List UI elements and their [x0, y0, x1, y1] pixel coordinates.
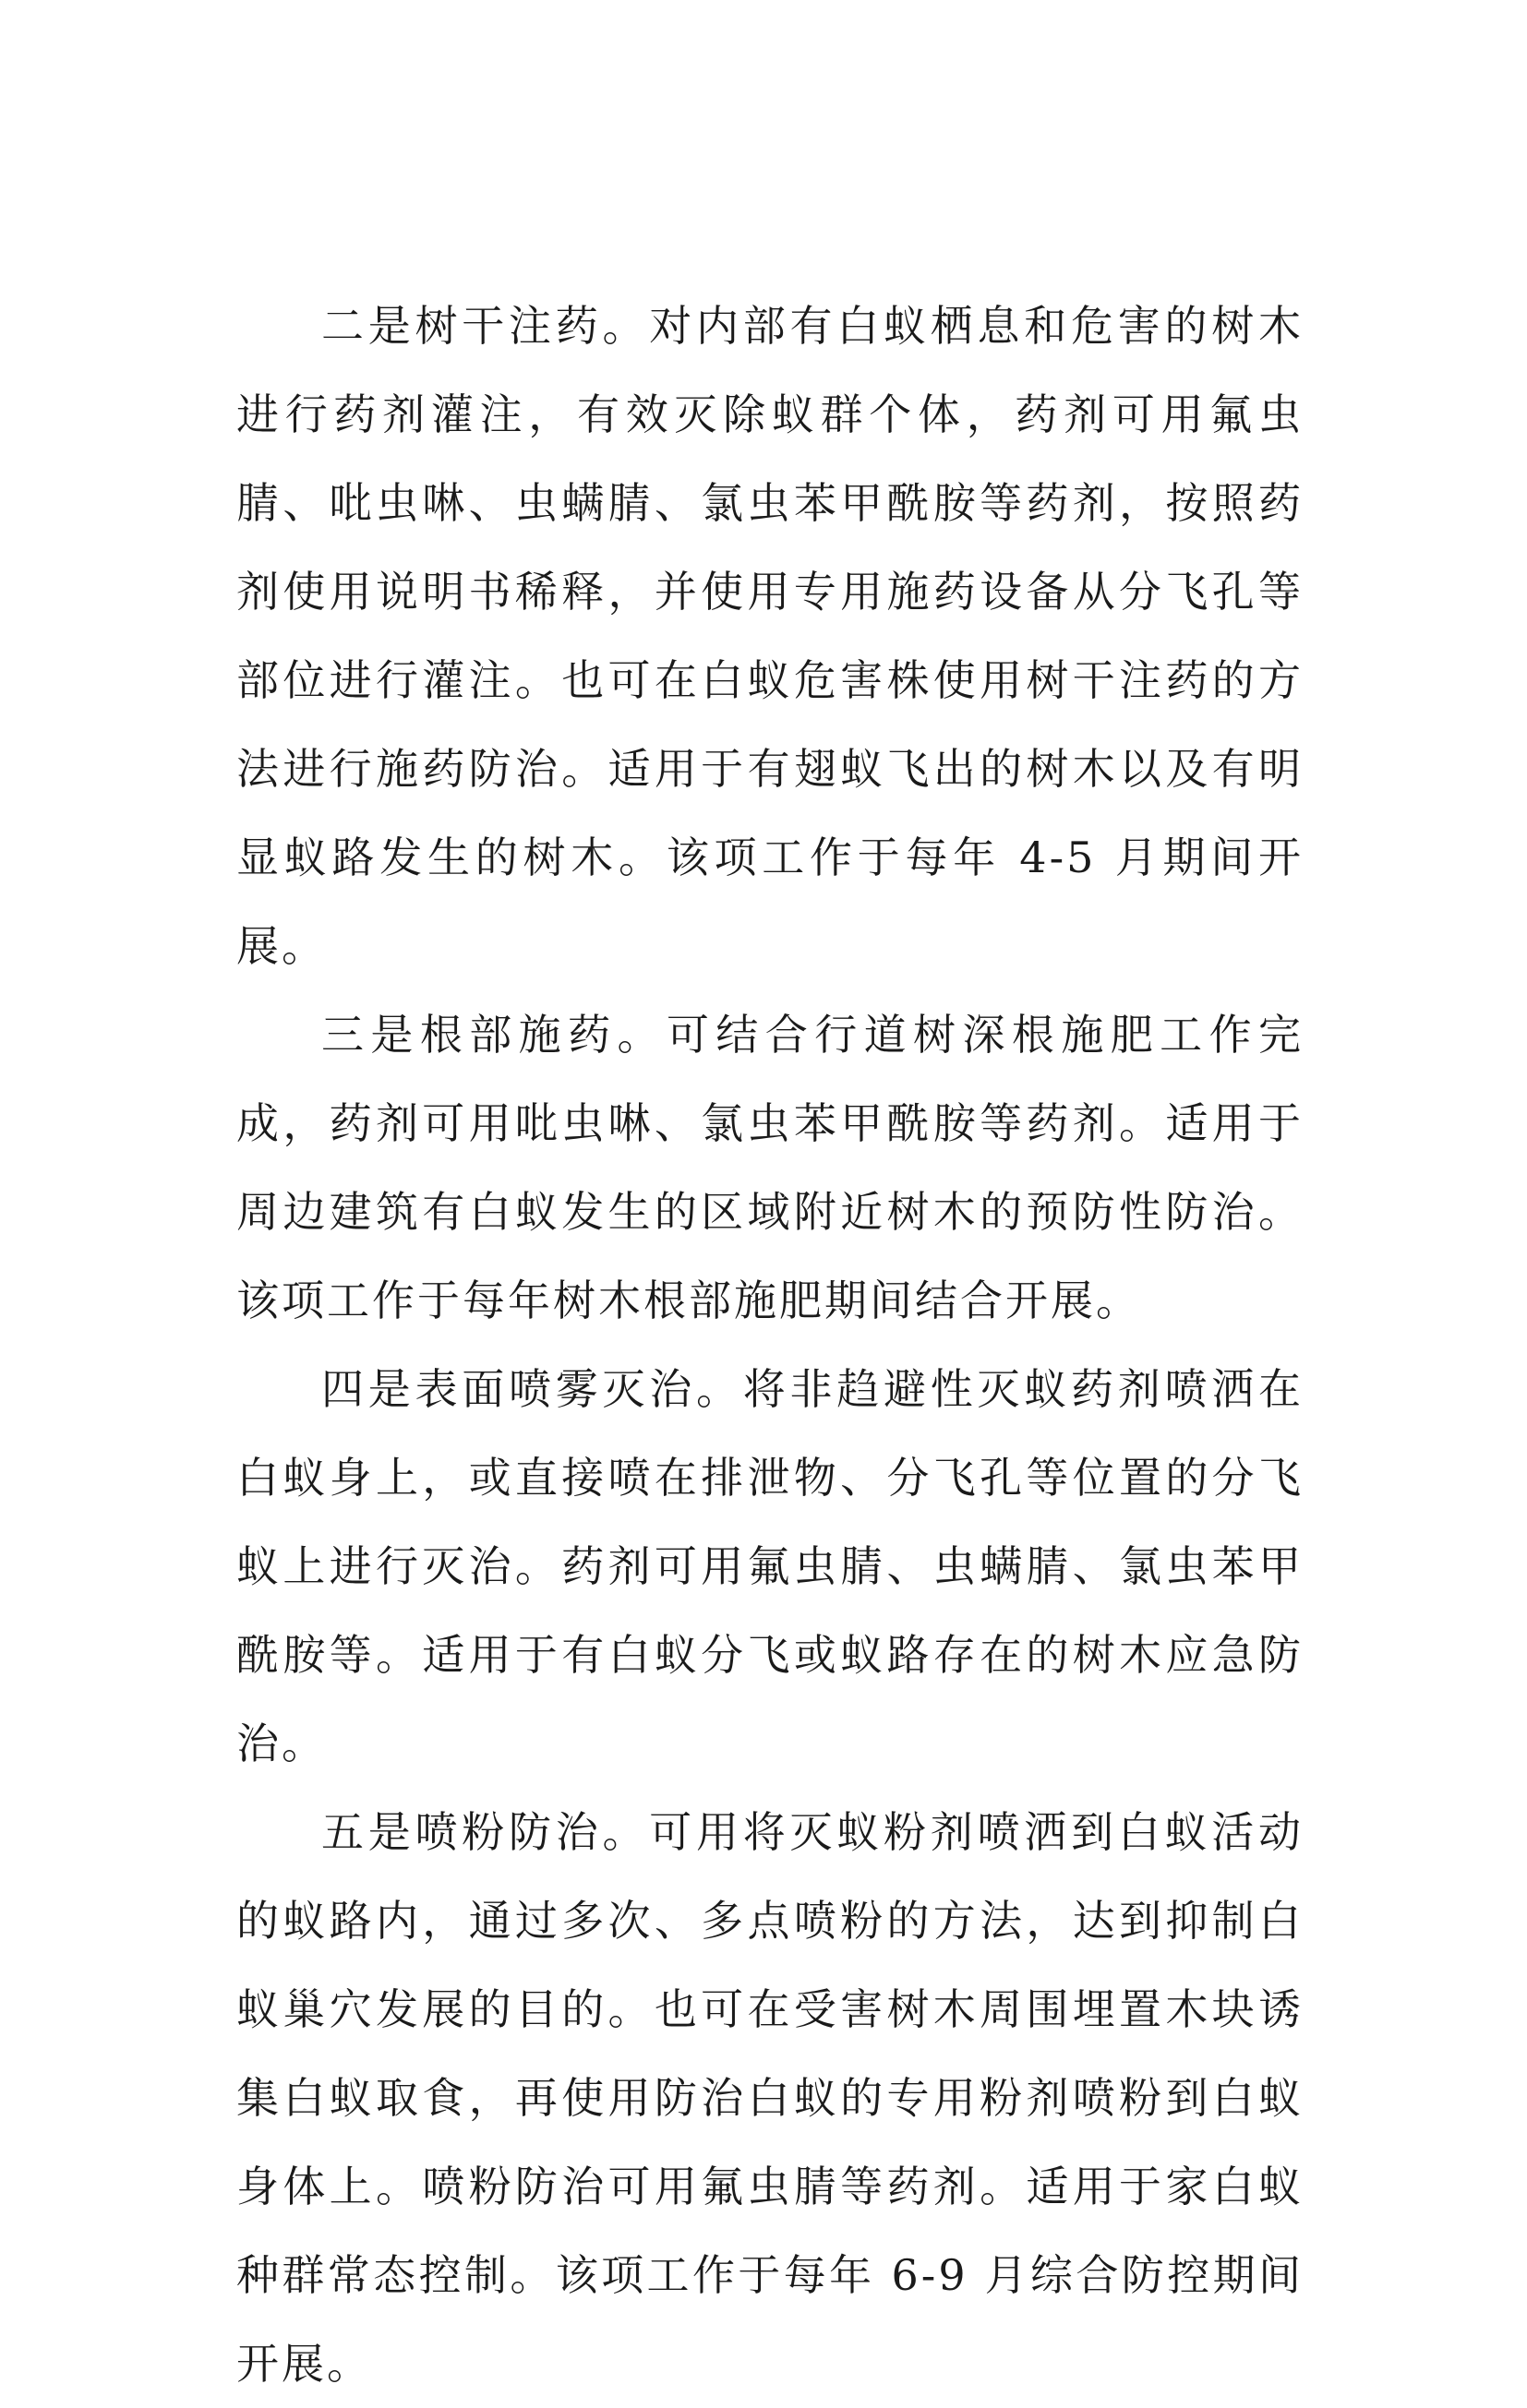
paragraph-powder-dusting: 五是喷粉防治。可用将灭蚁粉剂喷洒到白蚁活动的蚁路内，通过多次、多点喷粉的方法，达到抑制白蚁巢穴发展的目的。也可在受害树木周围埋置木块诱集白蚁取食，再使用防治白蚁的专用粉剂喷粉到白蚁身体上。喷粉防治可用氟虫腈等药剂。适用于家白蚁种群常态控制。该项工作于每年 6-9 月综合防控期间开展。	[236, 1807, 1304, 2389]
paragraph-trunk-injection: 二是树干注药。对内部有白蚁栖息和危害的树木进行药剂灌注，有效灭除蚁群个体，药剂可用氟虫腈、吡虫啉、虫螨腈、氯虫苯甲酰胺等药剂，按照药剂使用说明书稀释，并使用专用施药设备从分飞孔等部位进行灌注。也可在白蚁危害株使用树干注药的方法进行施药防治。适用于有翅蚁飞出的树木以及有明显蚁路发生的树木。该项工作于每年 4-5 月期间开展。	[236, 301, 1304, 971]
paragraph-root-application: 三是根部施药。可结合行道树深根施肥工作完成，药剂可用吡虫啉、氯虫苯甲酰胺等药剂。适用于周边建筑有白蚁发生的区域附近树木的预防性防治。该项工作于每年树木根部施肥期间结合开展。	[236, 1010, 1304, 1325]
paragraph-surface-spraying: 四是表面喷雾灭治。将非趋避性灭蚁药剂喷洒在白蚁身上，或直接喷在排泄物、分飞孔等位置的分飞蚁上进行灭治。药剂可用氟虫腈、虫螨腈、氯虫苯甲酰胺等。适用于有白蚁分飞或蚁路存在的树木应急防治。	[236, 1364, 1304, 1768]
document-body	[236, 282, 1304, 2408]
